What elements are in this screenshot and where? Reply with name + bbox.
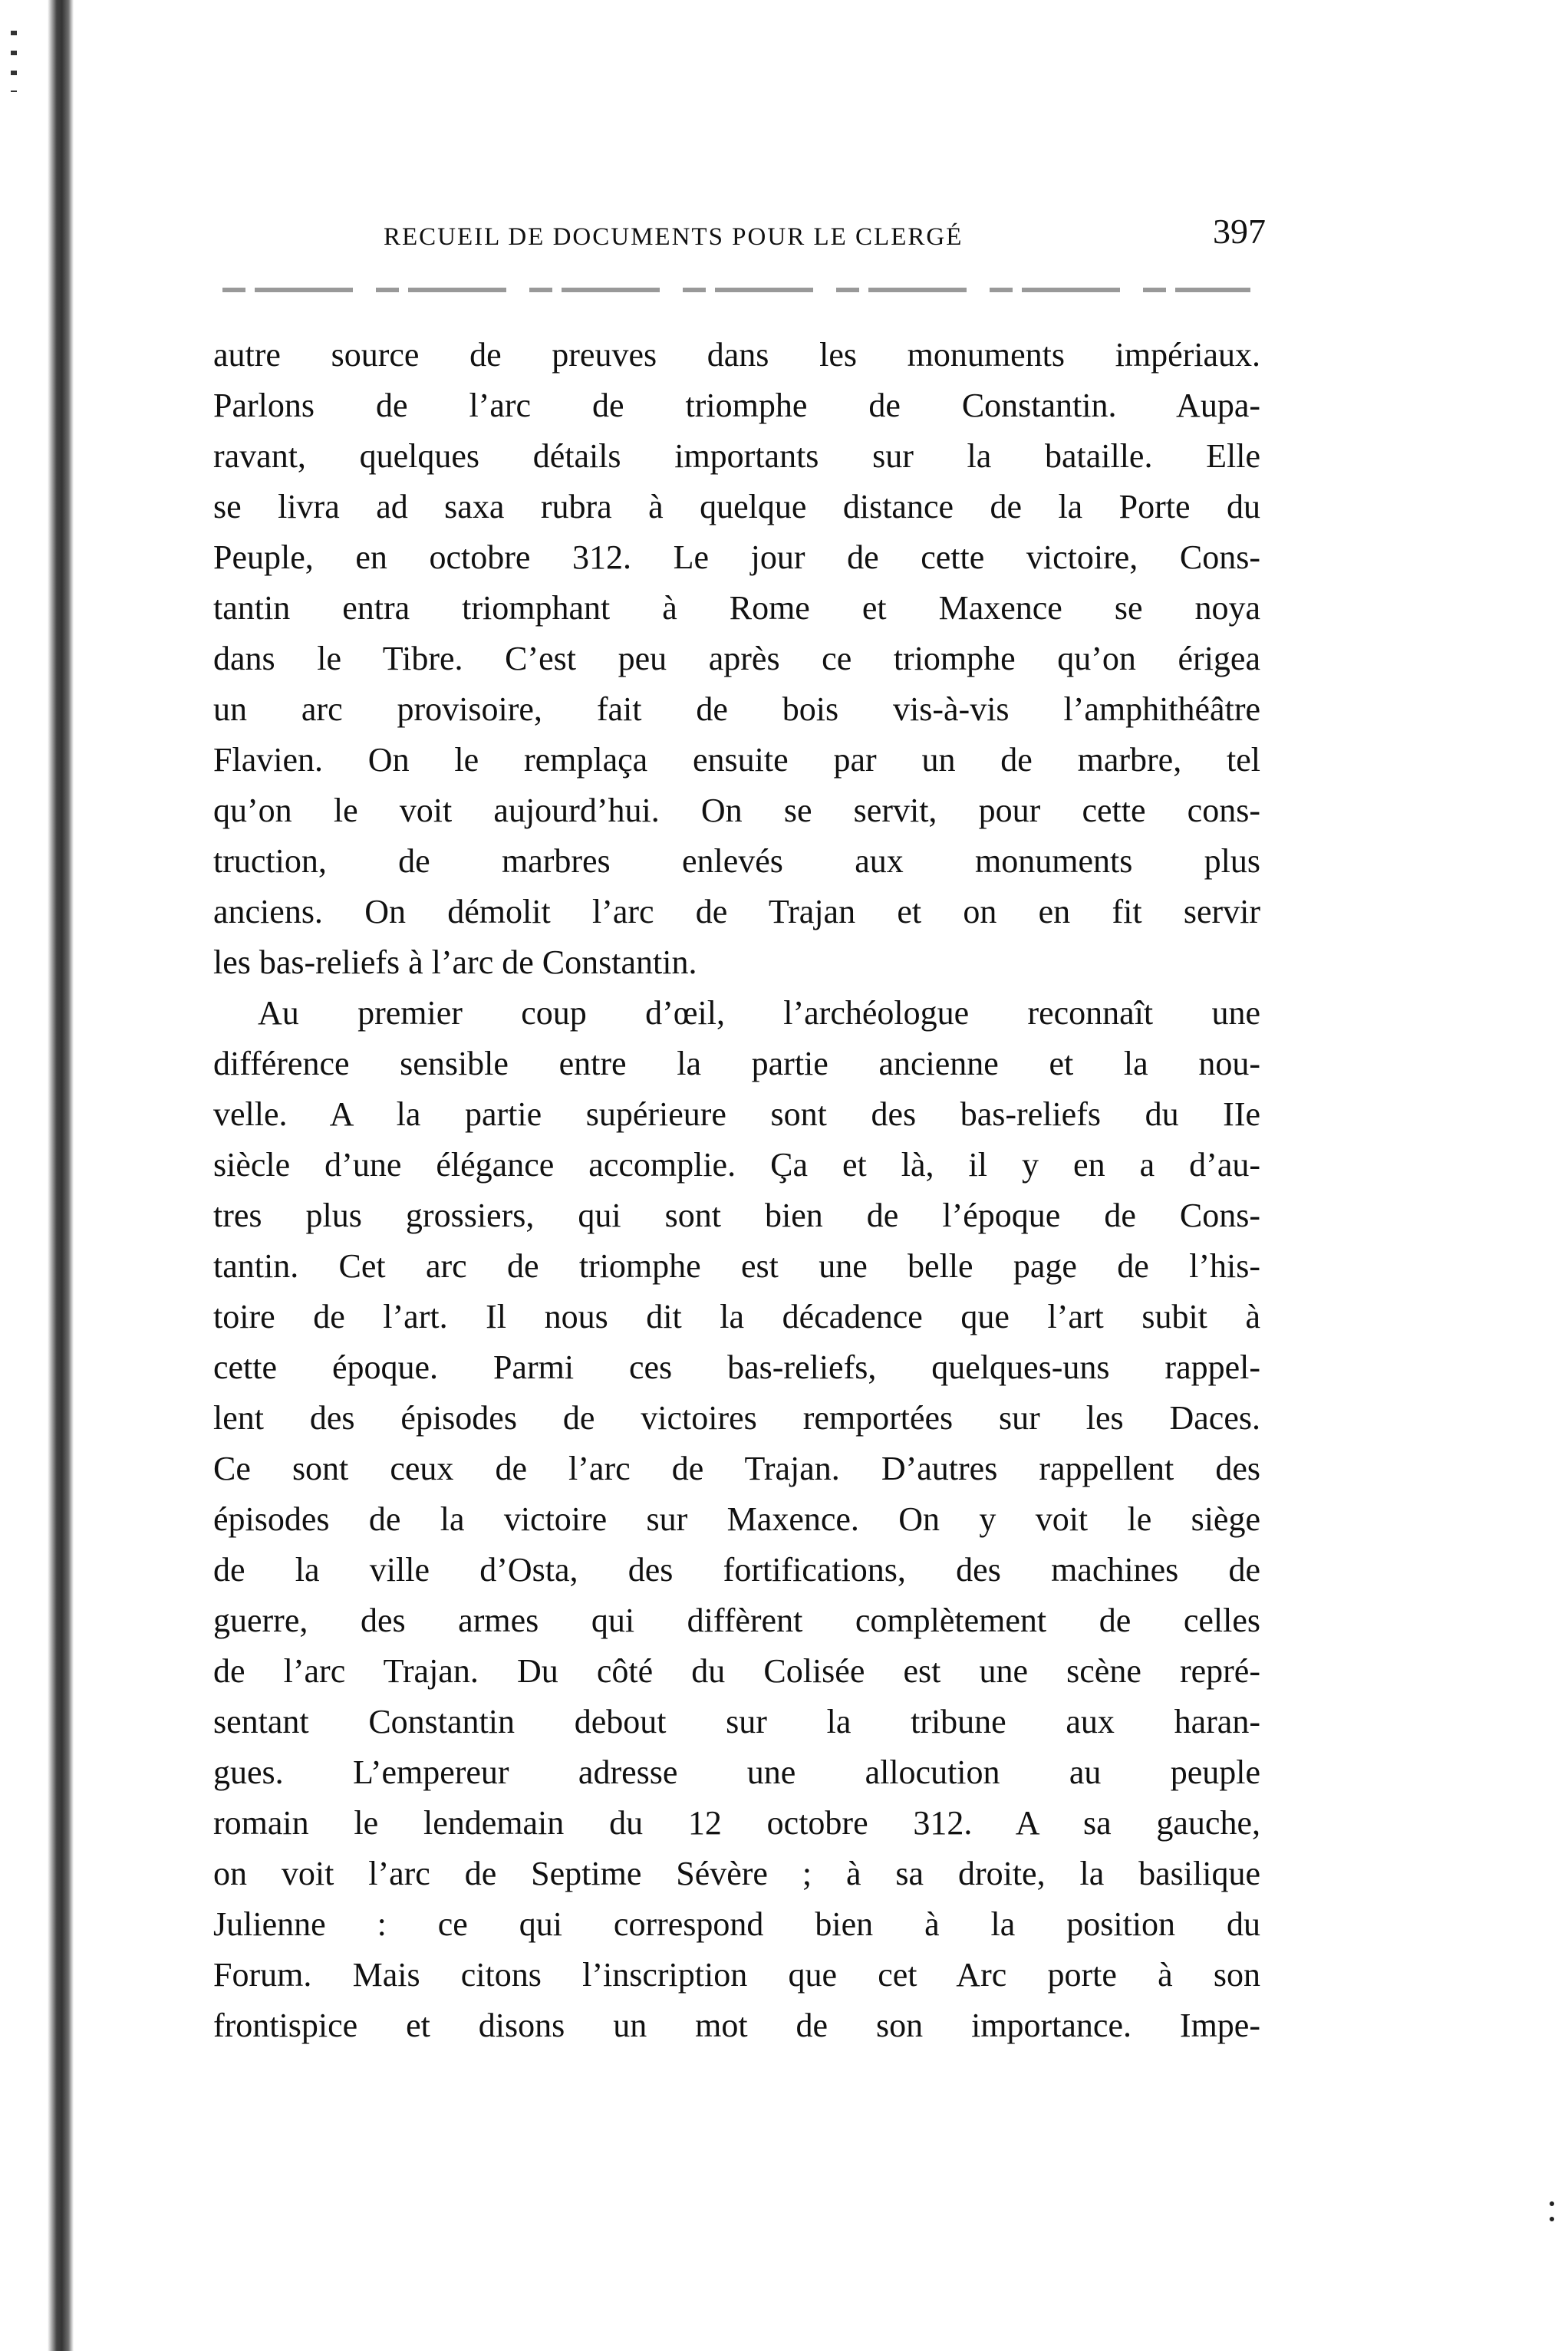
text-line: toire de l’art. Il nous dit la décadence que l’art subit à	[213, 1298, 1260, 1335]
margin-marks	[11, 31, 17, 92]
text-line: Au premier coup d’œil, l’archéologue reconnaît une	[258, 994, 1260, 1032]
text-line: anciens. On démolit l’arc de Trajan et on en fit servir	[213, 893, 1260, 930]
text-line: velle. A la partie supérieure sont des bas-reliefs du IIe	[213, 1095, 1260, 1133]
text-line: guerre, des armes qui diffèrent complètement de celles	[213, 1602, 1260, 1639]
page-header	[207, 211, 1266, 265]
text-line: romain le lendemain du 12 octobre 312. A sa gauche,	[213, 1804, 1260, 1842]
text-line: siècle d’une élégance accomplie. Ça et là, il y en a d’au-	[213, 1146, 1260, 1184]
text-line: frontispice et disons un mot de son importance. Impe-	[213, 2007, 1260, 2044]
page-number: 397	[1213, 212, 1266, 251]
text-line: différence sensible entre la partie ancienne et la nou-	[213, 1045, 1260, 1082]
text-line: qu’on le voit aujourd’hui. On se servit, pour cette cons-	[213, 792, 1260, 829]
text-line: truction, de marbres enlevés aux monuments plus	[213, 842, 1260, 880]
text-line: Peuple, en octobre 312. Le jour de cette victoire, Cons-	[213, 538, 1260, 576]
text-line: Ce sont ceux de l’arc de Trajan. D’autres rappellent des	[213, 1450, 1260, 1487]
body-text	[213, 330, 1260, 2051]
text-line: Flavien. On le remplaça ensuite par un de marbre, tel	[213, 741, 1260, 779]
text-line: on voit l’arc de Septime Sévère ; à sa droite, la basilique	[213, 1855, 1260, 1892]
text-line: ravant, quelques détails importants sur la bataille. Elle	[213, 437, 1260, 475]
text-line: tantin entra triomphant à Rome et Maxence se noya	[213, 589, 1260, 627]
margin-speck	[1550, 2201, 1554, 2206]
text-line: Julienne : ce qui correspond bien à la position du	[213, 1905, 1260, 1943]
book-binding-edge	[48, 0, 74, 2351]
running-title: RECUEIL DE DOCUMENTS POUR LE CLERGÉ	[384, 223, 964, 251]
text-line: Forum. Mais citons l’inscription que cet Arc porte à son	[213, 1956, 1260, 1994]
text-line: Parlons de l’arc de triomphe de Constantin. Aupa-	[213, 387, 1260, 424]
text-line: autre source de preuves dans les monuments impériaux.	[213, 336, 1260, 374]
text-line: de l’arc Trajan. Du côté du Colisée est une scène repré-	[213, 1652, 1260, 1690]
text-line: tantin. Cet arc de triomphe est une belle page de l’his-	[213, 1247, 1260, 1285]
text-line: cette époque. Parmi ces bas-reliefs, quelques-uns rappel-	[213, 1348, 1260, 1386]
text-line: gues. L’empereur adresse une allocution au peuple	[213, 1753, 1260, 1791]
text-line: se livra ad saxa rubra à quelque distance de la Porte du	[213, 488, 1260, 525]
text-line: sentant Constantin debout sur la tribune aux haran-	[213, 1703, 1260, 1740]
text-line: un arc provisoire, fait de bois vis-à-vis l’amphithéâtre	[213, 690, 1260, 728]
paragraph-2	[213, 988, 1260, 2051]
text-line: les bas-reliefs à l’arc de Constantin.	[213, 943, 697, 981]
paragraph-1	[213, 330, 1260, 988]
margin-speck	[1550, 2217, 1554, 2221]
text-line: épisodes de la victoire sur Maxence. On y voit le siège	[213, 1500, 1260, 1538]
header-rule	[222, 288, 1250, 292]
text-line: lent des épisodes de victoires remportées sur les Daces.	[213, 1399, 1260, 1437]
text-line: dans le Tibre. C’est peu après ce triomphe qu’on érigea	[213, 640, 1260, 677]
text-line: tres plus grossiers, qui sont bien de l’époque de Cons-	[213, 1197, 1260, 1234]
text-line: de la ville d’Osta, des fortifications, des machines de	[213, 1551, 1260, 1589]
